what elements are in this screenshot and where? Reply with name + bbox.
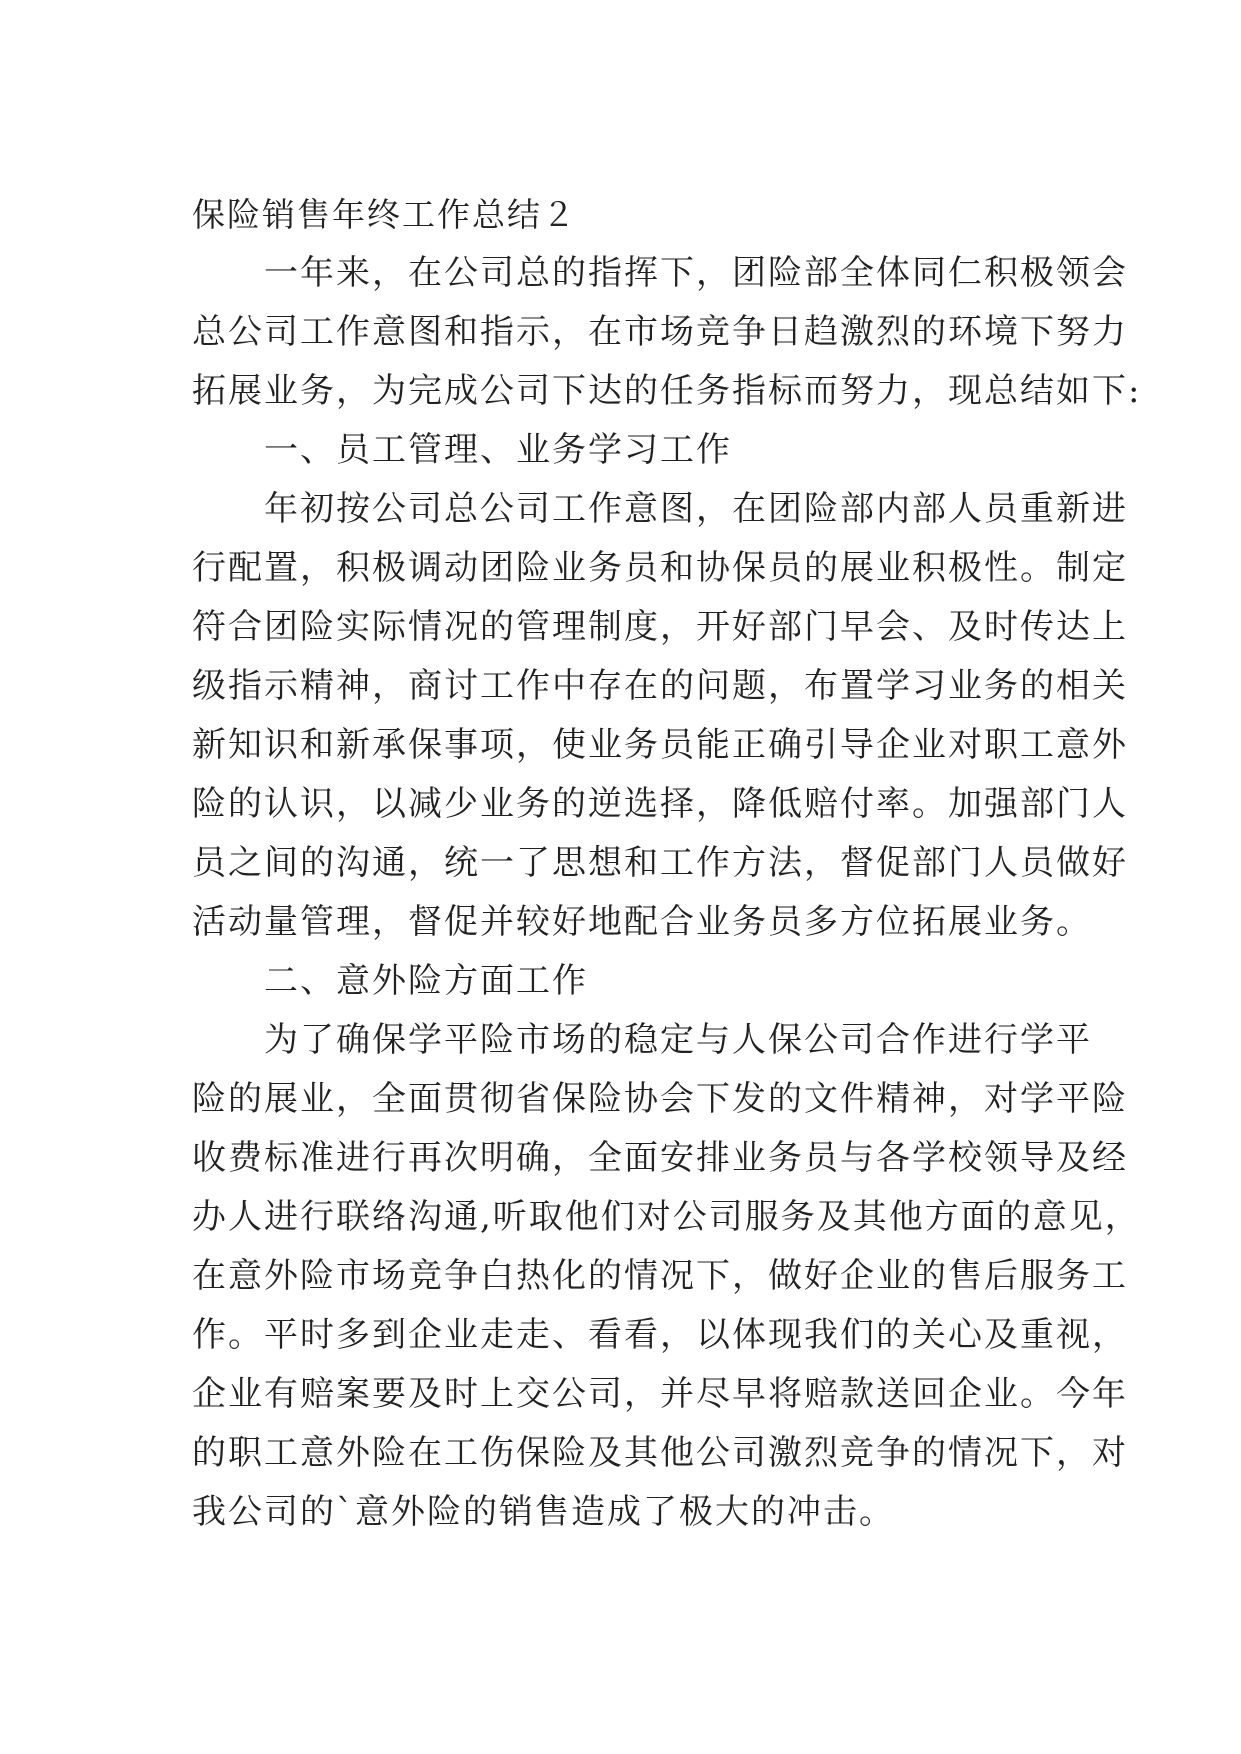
paragraph-line: 为了确保学平险市场的稳定与人保公司合作进行学平 xyxy=(192,1020,1092,1060)
paragraph-line: 在意外险市场竞争白热化的情况下，做好企业的售后服务工 xyxy=(192,1256,1128,1296)
paragraph-line: 险的认识，以减少业务的逆选择，降低赔付率。加强部门人 xyxy=(192,784,1128,824)
paragraph-line: 我公司的`意外险的销售造成了极大的冲击。 xyxy=(192,1492,895,1532)
paragraph-line: 级指示精神，商讨工作中存在的问题，布置学习业务的相关 xyxy=(192,666,1128,706)
paragraph-line: 符合团险实际情况的管理制度，开好部门早会、及时传达上 xyxy=(192,607,1128,647)
paragraph-line: 办人进行联络沟通,听取他们对公司服务及其他方面的意见， xyxy=(192,1197,1141,1237)
paragraph-line: 活动量管理，督促并较好地配合业务员多方位拓展业务。 xyxy=(192,902,1092,942)
paragraph-line: 的职工意外险在工伤保险及其他公司激烈竞争的情况下，对 xyxy=(192,1433,1128,1473)
paragraph-line: 一年来，在公司总的指挥下，团险部全体同仁积极领会 xyxy=(192,253,1128,293)
paragraph-line: 年初按公司总公司工作意图，在团险部内部人员重新进 xyxy=(192,489,1128,529)
section-heading-1: 一、员工管理、业务学习工作 xyxy=(192,430,732,470)
paragraph-line: 收费标准进行再次明确，全面安排业务员与各学校领导及经 xyxy=(192,1138,1128,1178)
paragraph-line: 企业有赔案要及时上交公司，并尽早将赔款送回企业。今年 xyxy=(192,1374,1128,1414)
section-heading-2: 二、意外险方面工作 xyxy=(192,961,588,1001)
document-title: 保险销售年终工作总结２ xyxy=(192,195,577,234)
paragraph-line: 作。平时多到企业走走、看看，以体现我们的关心及重视， xyxy=(192,1315,1128,1355)
paragraph-line: 总公司工作意图和指示，在市场竞争日趋激烈的环境下努力 xyxy=(192,312,1128,352)
paragraph-line: 行配置，积极调动团险业务员和协保员的展业积极性。制定 xyxy=(192,548,1128,588)
paragraph-line: 新知识和新承保事项，使业务员能正确引导企业对职工意外 xyxy=(192,725,1128,765)
document-body xyxy=(192,185,1142,1542)
paragraph-line: 员之间的沟通，统一了思想和工作方法，督促部门人员做好 xyxy=(192,843,1128,883)
paragraph-line: 险的展业，全面贯彻省保险协会下发的文件精神，对学平险 xyxy=(192,1079,1128,1119)
paragraph-line: 拓展业务，为完成公司下达的任务指标而努力，现总结如下: xyxy=(192,371,1142,411)
